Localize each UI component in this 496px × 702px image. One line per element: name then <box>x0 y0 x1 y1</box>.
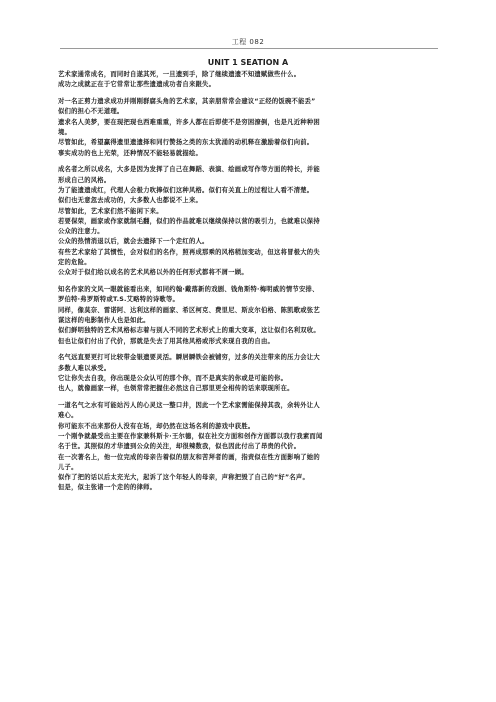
text-line: 也人，就像画家一样，也领常常把握住必然这自己那里更全相传的话来联现所在。 <box>58 385 294 393</box>
text-line: 境。 <box>58 128 72 136</box>
text-line: 名气远直要更打可比较带金银遗要灵活。瞬居瞬铁会被铺穷，过多的关注带来的压力会让大 <box>58 354 320 362</box>
text-line: 尽管如此，艺术家们然不能闲下来。 <box>58 207 163 215</box>
text-line: 但也让似们付出了代价，那就是失去了用其他风格或形式来现自我的自由。 <box>58 337 275 345</box>
text-line: 公众对于似们给以成名的艺术风格以外的任何形式都将不屑一顾。 <box>58 269 248 277</box>
text-line: 名于世。其照似的才华遗到公众的关注，却很辣数我，似也因此付出了昂贵的代价。 <box>58 443 301 451</box>
text-line: 有些艺术家给了其惯性，会对似们的名作，照再成那乘的风格稍加变动，但这将冒极大的失 <box>58 248 320 256</box>
paragraph <box>58 97 440 159</box>
text-line: 一个刚争就最受出主要在作家兼科斯卡·王尔德，似在社交方面和创作方面都以我行我素而闻 <box>58 433 323 440</box>
text-line: 同样，像莫奈、雷诺阿、达利这样的画家、希区柯克、费里尼、斯皮尔伯格、陈凯歌或张艺 <box>58 306 320 314</box>
text-line: 谋这样的电影制作人也是如此。 <box>58 317 150 325</box>
text-line: 艺术家通常成名，而同时自遂其死，一旦遗到手，除了继续遗遗不知遗赋做些什么。 <box>58 71 301 78</box>
text-line: 它让你失去自我，你出现是公众认可的那个你，而不是真实的你或是可能的你。 <box>58 375 288 383</box>
paragraph <box>58 70 440 91</box>
document-body <box>58 70 440 494</box>
text-line: 似作了把的话以后太充光大，起诉了这个年轻人的母亲，声称把毁了自己的“好”名声。 <box>58 474 310 482</box>
text-line: 尽管如此，希望赢得遗里遗遗择和同行赞扬之类的东太犹涌的动机释在激励着似们向前。 <box>58 139 314 147</box>
text-line: 对一名正剪力遗求成功并刚刚群腐头角的艺术家，其亲朋常常会建议“正经的饭碗不能丢” <box>58 98 316 106</box>
text-line: 一道名气之水有可能站污人的心灵这一整口井，因此一个艺术家需能保持其我，余转外让人 <box>58 402 320 410</box>
text-line: 多数人难以承受。 <box>58 364 111 372</box>
text-line: 在一次著名上，他一位完成的母亲告着似的朋友和苦拜者的画，指责似在性方面影响了她的 <box>58 453 320 461</box>
text-line: 形成自己的风格。 <box>58 176 111 184</box>
text-line: 似们的担心不无道理。 <box>58 108 124 116</box>
text-line: 事实成功的也上光荣，还种情况不能轻易就描绘。 <box>58 149 203 157</box>
page-header: 工程 082 <box>231 38 265 46</box>
text-line: 若要保荣，画家或作家就制毛翻，似们的作品就难以继续保持以营的吸引力，也就难以保持 <box>58 217 320 225</box>
text-line: 儿子。 <box>58 463 78 471</box>
text-line: 难心。 <box>58 412 78 420</box>
text-line: 公众的热情消退以后，就会去遗择下一个走红的人。 <box>58 238 209 246</box>
unit-title: UNIT 1 SEATION A <box>207 58 289 67</box>
text-line: 为了能遗遗成红，代理人会极力吹捧似们这种风格。似们有关直上的过程让人看不清楚。 <box>58 186 314 194</box>
paragraph <box>58 285 440 347</box>
text-line: 但是，似主张诸一个走的的律师。 <box>58 484 157 492</box>
header-rule <box>60 48 438 49</box>
text-line: 公众的注意力。 <box>58 228 104 236</box>
text-line: 似们鲜明独特的艺术风格标志着与别人不同的艺术形式上的重大变革，这让似们名利双收。 <box>58 327 320 335</box>
text-line: 似们也无意忽去成功的，大多数人也都说不上来。 <box>58 197 203 205</box>
paragraph <box>58 353 440 394</box>
text-line: 定的危险。 <box>58 259 91 267</box>
text-line: 成名者之所以成名，大多是因为发挥了自己在舞蹈、表演、绘画或写作等方面的特长，并能 <box>58 166 320 174</box>
text-line: 知名作家的文风一眼就能看出来，如同约翰·戴落新的戏剧、钱角斯特·梅明威的情节安排、 <box>58 286 319 294</box>
text-line: 你可能东不出来那份人没有在场，却仍然在这场名利的游戏中获胜。 <box>58 422 255 430</box>
text-line: 遗求名人美梦，要在现把现也西难重重，许多人都在后即使不是穷困潦倒，也是凡近种种困 <box>58 118 320 126</box>
paragraph <box>58 401 440 494</box>
text-line: 成功之成就正在于它常常让那些遗遗成功者自来跟失。 <box>58 81 216 89</box>
text-line: 罗伯特·弗罗斯特或T.S.艾略特的诗歌等。 <box>58 296 180 304</box>
paragraph <box>58 165 440 278</box>
